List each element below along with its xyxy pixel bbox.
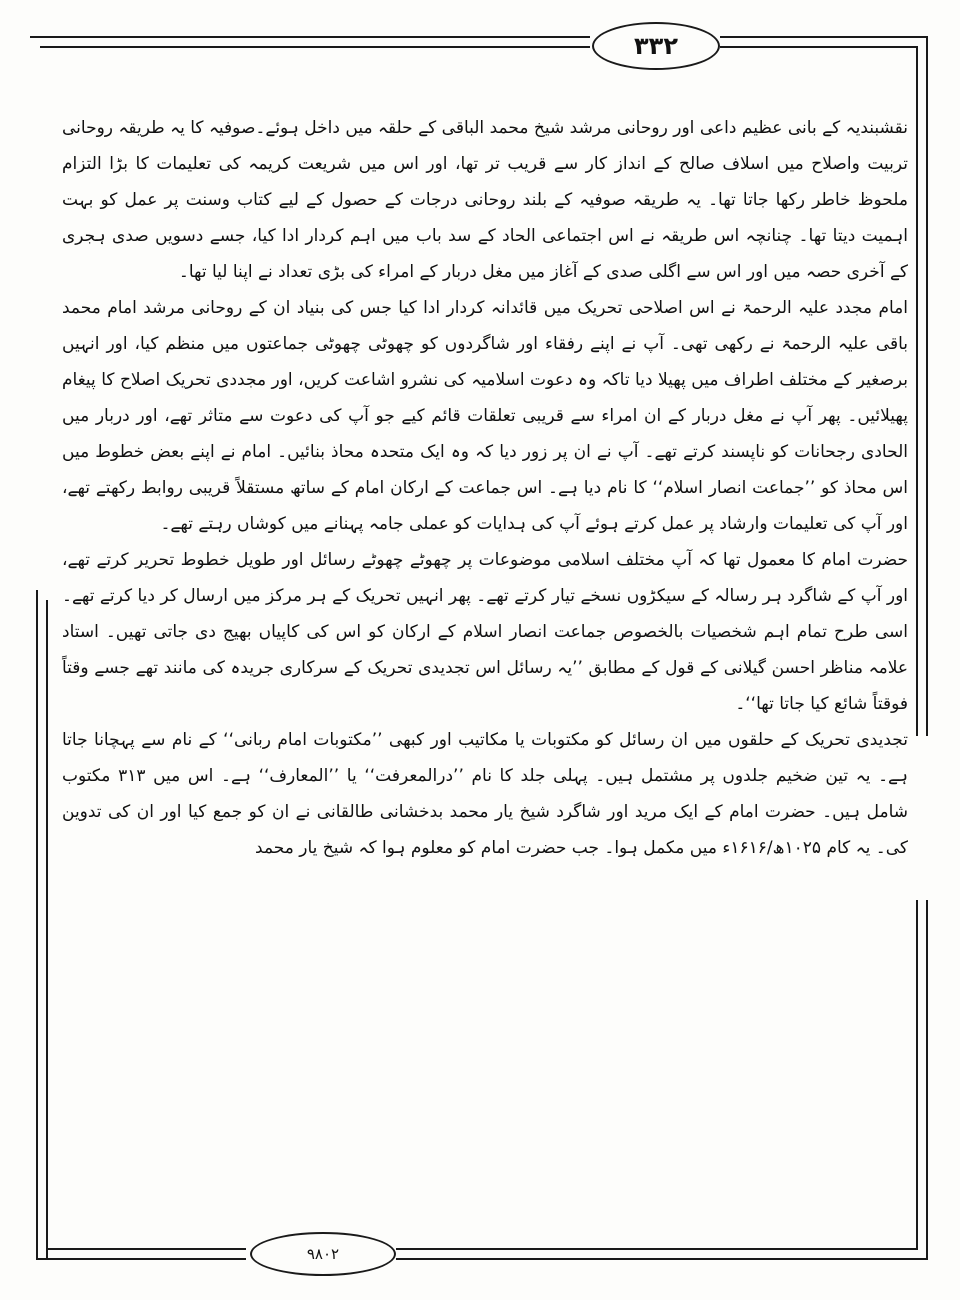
frame-border (396, 1248, 916, 1250)
frame-border (46, 600, 48, 1260)
paragraph: حضرت امام کا معمول تھا کہ آپ مختلف اسلامی موضوعات پر چھوٹے چھوٹے رسائل اور طویل خطوط تحریر کرتے تھے، اور آپ کے شاگرد ہر رسالہ کے سیکڑوں نسخے تیار کرتے تھے۔ پھر انہیں تحریک کے ہر مرکز میں ارسال کر دیا کرتے تھے۔ اسی طرح تمام اہم شخصیات بالخصوص جماعت انصار اسلام کے ارکان کو اس کی کاپیاں بھیج دی جاتی تھیں۔ استاد علامہ مناظر احسن گیلانی کے قول کے مطابق ’’یہ رسائل اس تجدیدی تحریک کے سرکاری جریدہ کی مانند تھے جسے وقتاً فوقتاً شائع کیا جاتا تھا‘‘۔ (62, 550, 908, 714)
frame-border (36, 1258, 246, 1260)
paragraph: تجدیدی تحریک کے حلقوں میں ان رسائل کو مکتوبات یا مکاتیب اور کبھی ’’مکتوبات امام ربانی‘‘ کے نام سے پہچانا جاتا ہے۔ یہ تین ضخیم جلدوں پر مشتمل ہیں۔ پہلی جلد کا نام ’’درالمعرفت‘‘ یا ’’المعارف‘‘ ہے۔ اس میں ۳۱۳ مکتوب شامل ہیں۔ حضرت امام کے ایک مرید اور شاگرد شیخ یار محمد بدخشانی طالقانی نے ان کو جمع کیا اور ان کی تدوین کی۔ یہ کام ۱۰۲۵ھ/۱۶۱۶ء میں مکمل ہوا۔ جب حضرت امام کو معلوم ہوا کہ شیخ یار محمد (62, 730, 908, 858)
page-number-text: ۳۳۲ (634, 32, 678, 60)
frame-border (36, 590, 38, 1260)
frame-border (720, 46, 918, 48)
frame-border (396, 1258, 926, 1260)
frame-border (926, 36, 928, 736)
footer-code-text: ۹۸۰۲ (306, 1245, 340, 1263)
frame-border (916, 900, 918, 1250)
page-number (592, 22, 720, 70)
frame-border (720, 36, 928, 38)
frame-border (46, 1248, 246, 1250)
frame-border (916, 46, 918, 736)
frame-border (926, 900, 928, 1260)
paragraph: امام مجدد علیہ الرحمۃ نے اس اصلاحی تحریک میں قائدانہ کردار ادا کیا جس کی بنیاد ان کے روحانی مرشد امام محمد باقی علیہ الرحمۃ نے رکھی تھی۔ آپ نے اپنے رفقاء اور شاگردوں کو چھوٹی چھوٹی جماعتوں میں منظم کیا، اور انہیں برصغیر کے مختلف اطراف میں پھیلا دیا تاکہ وہ دعوت اسلامیہ کی نشرو اشاعت کریں، اور مجددی تحریک اصلاح کا پیغام پھیلائیں۔ پھر آپ نے مغل دربار کے ان امراء سے قریبی تعلقات قائم کیے جو آپ کی دعوت سے متاثر تھے، اور دربار میں الحادی رجحانات کو ناپسند کرتے تھے۔ آپ نے ان پر زور دیا کہ وہ ایک متحدہ محاذ بنائیں۔ امام نے اپنے بعض خطوط میں اس محاذ کو ’’جماعت انصار اسلام‘‘ کا نام دیا ہے۔ اس جماعت کے ارکان امام کے ساتھ مستقلاً قریبی روابط رکھتے تھے، اور آپ کی تعلیمات وارشاد پر عمل کرتے ہوئے آپ کی ہدایات کو عملی جامہ پہنانے میں کوشاں رہتے تھے۔ (62, 298, 908, 534)
frame-border (40, 46, 590, 48)
footer-code (250, 1232, 396, 1276)
frame-border (30, 36, 590, 38)
paragraph: نقشبندیہ کے بانی عظیم داعی اور روحانی مرشد شیخ محمد الباقی کے حلقہ میں داخل ہوئے۔صوفیہ کا یہ طریقہ روحانی تربیت واصلاح میں اسلاف صالح کے انداز کار سے قریب تر تھا، اور اس میں شریعت کریمہ کی تعلیمات کا بڑا التزام ملحوظ خاطر رکھا جاتا تھا۔ یہ طریقہ صوفیہ کے بلند روحانی درجات کے حصول کے لیے کتاب وسنت پر عمل کو بہت اہمیت دیتا تھا۔ چنانچہ اس طریقہ نے اس اجتماعی الحاد کے سد باب میں اہم کردار ادا کیا، جسے دسویں صدی ہجری کے آخری حصہ میں اور اس سے اگلی صدی کے آغاز میں مغل دربار کے امراء کی بڑی تعداد نے اپنا لیا تھا۔ (62, 118, 908, 282)
body-text (62, 110, 908, 866)
